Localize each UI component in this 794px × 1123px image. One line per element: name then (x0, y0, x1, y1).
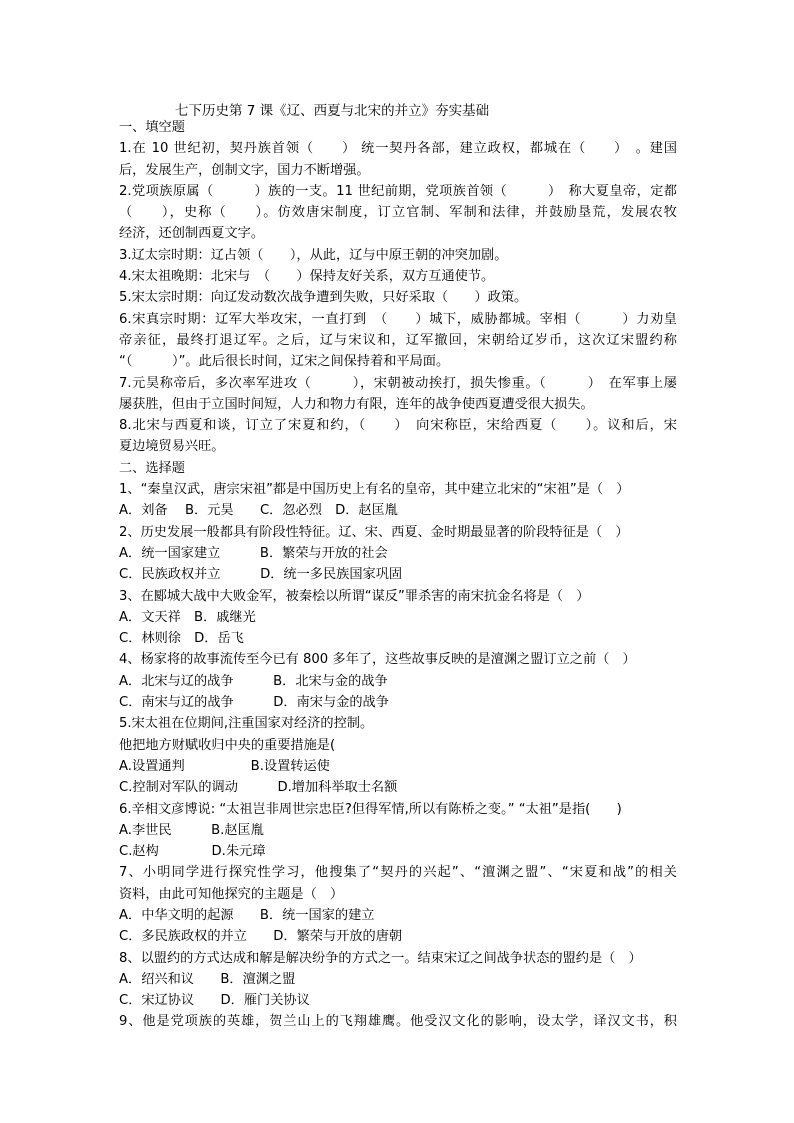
fill-line: 后，发展生产，创制文字，国力不断增强。 (119, 162, 370, 178)
fill-line: “（ ）”。此后很长时间，辽宋之间保持着和平局面。 (119, 354, 450, 370)
choice-line: 9、他是党项族的英雄，贺兰山上的飞翔雄鹰。他受汉文化的影响，设太学，译汉文书，积 (119, 1014, 677, 1030)
choice-line: A．北宋与辽的战争 B．北宋与金的战争 (119, 673, 388, 689)
choice-line: C．多民族政权的并立 D．繁荣与开放的唐朝 (119, 929, 403, 945)
choice-line: 2、历史发展一般都具有阶段性特征。辽、宋、西夏、金时期最显著的阶段特征是（ ） (119, 524, 629, 540)
choice-line: A．中华文明的起源 B．统一国家的建立 (119, 907, 375, 923)
section-heading-choice: 二、选择题 (119, 460, 185, 476)
fill-line: 经济，还创制西夏文字。 (119, 226, 265, 242)
document-body (119, 117, 677, 1033)
fill-line: 8.北宋与西夏和谈，订立了宋夏和约，（ ） 向宋称臣，宋给西夏（ ）。议和后，宋 (119, 418, 677, 434)
choice-line: C．民族政权并立 D．统一多民族国家巩固 (119, 567, 403, 583)
fill-line: 夏边境贸易兴旺。 (119, 439, 225, 455)
choice-line: A．文天祥 B．戚继光 (119, 609, 256, 625)
choice-line: 4、杨家将的故事流传至今已有 800 多年了，这些故事反映的是澶渊之盟订立之前（ ） (119, 652, 636, 668)
choice-line: C.赵构 D.朱元璋 (119, 844, 266, 860)
choice-line: A．统一国家建立 B．繁荣与开放的社会 (119, 545, 388, 561)
fill-line: 1.在 10 世纪初，契丹族首领（ ） 统一契丹各部，建立政权，都城在（ ） 。建国 (119, 141, 677, 157)
choice-line: C．林则徐 D．岳飞 (119, 631, 244, 647)
section-heading-fill-in: 一、填空题 (119, 120, 185, 135)
choice-line: 6.辛相文彦博说: “太祖岂非周世宗忠臣?但得军情,所以有陈桥之变。” “太祖”是指( ) (119, 801, 622, 817)
choice-line: C．南宋与辽的战争 D．南宋与金的战争 (119, 695, 389, 711)
choice-questions (119, 479, 677, 1033)
choice-line: 3、在郾城大战中大败金军，被秦桧以所谓“谋反”罪杀害的南宋抗金名将是（ ） (119, 588, 590, 604)
choice-line: 1、“秦皇汉武，唐宗宋祖”都是中国历史上有名的皇帝，其中建立北宋的“宋祖”是（ ） (119, 482, 630, 498)
fill-in-questions (119, 138, 677, 457)
choice-line: 5.宋太祖在位期间,注重国家对经济的控制。 (119, 716, 374, 732)
fill-line: 2.党项族原属（ ）族的一支。11 世纪前期，党项族首领（ ） 称大夏皇帝，定都 (119, 183, 677, 199)
fill-line: 5.宋太宗时期：向辽发动数次战争遭到失败，只好采取（ ）政策。 (119, 290, 528, 306)
choice-line: A.李世民 B.赵匡胤 (119, 822, 264, 838)
choice-line: 资料，由此可知他探究的主题是（ ） (119, 886, 344, 902)
document-title: 七下历史第 7 课《辽、西夏与北宋的并立》夯实基础 (175, 103, 490, 119)
choice-line: C．宋辽协议 D．雁门关协议 (119, 993, 310, 1009)
fill-line: 6.宋真宗时期：辽军大举攻宋，一直打到 （ ）城下，威胁都城。宰相（ ）力劝皇 (119, 311, 677, 327)
choice-line: A．绍兴和议 B．澶渊之盟 (119, 971, 296, 987)
fill-line: （ ），史称（ ）。仿效唐宋制度，订立官制、军制和法律，并鼓励垦荒，发展农牧 (119, 205, 677, 221)
choice-line: A．刘备 B．元昊 C．忽必烈 D．赵匡胤 (119, 503, 398, 519)
choice-line: 8、以盟约的方式达成和解是解决纷争的方式之一。结束宋辽之间战争状态的盟约是（ ） (119, 950, 642, 966)
choice-line: A.设置通判 B.设置转运使 (119, 758, 330, 774)
fill-line: 3.辽太宗时期：辽占领（ ），从此，辽与中原王朝的冲突加剧。 (119, 247, 508, 263)
choice-line: C.控制对军队的调动 D.增加科举取士名额 (119, 780, 398, 796)
fill-line: 7.元昊称帝后，多次率军进攻（ ），宋朝被动挨打，损失惨重。（ ） 在军事上屡 (119, 375, 677, 391)
fill-line: 4.宋太祖晚期：北宋与 （ ）保持友好关系，双方互通使节。 (119, 269, 495, 285)
fill-line: 屡获胜，但由于立国时间短，人力和物力有限，连年的战争使西夏遭受很大损失。 (119, 396, 594, 412)
fill-line: 帝亲征，最终打退辽军。之后，辽与宋议和，辽军撤回，宋朝给辽岁币，这次辽宋盟约称 (119, 332, 677, 348)
choice-line: 7、小明同学进行探究性学习，他搜集了“契丹的兴起”、“澶渊之盟”、“宋夏和战”的相关 (119, 865, 677, 881)
choice-line: 他把地方财赋收归中央的重要措施是( (119, 737, 336, 753)
